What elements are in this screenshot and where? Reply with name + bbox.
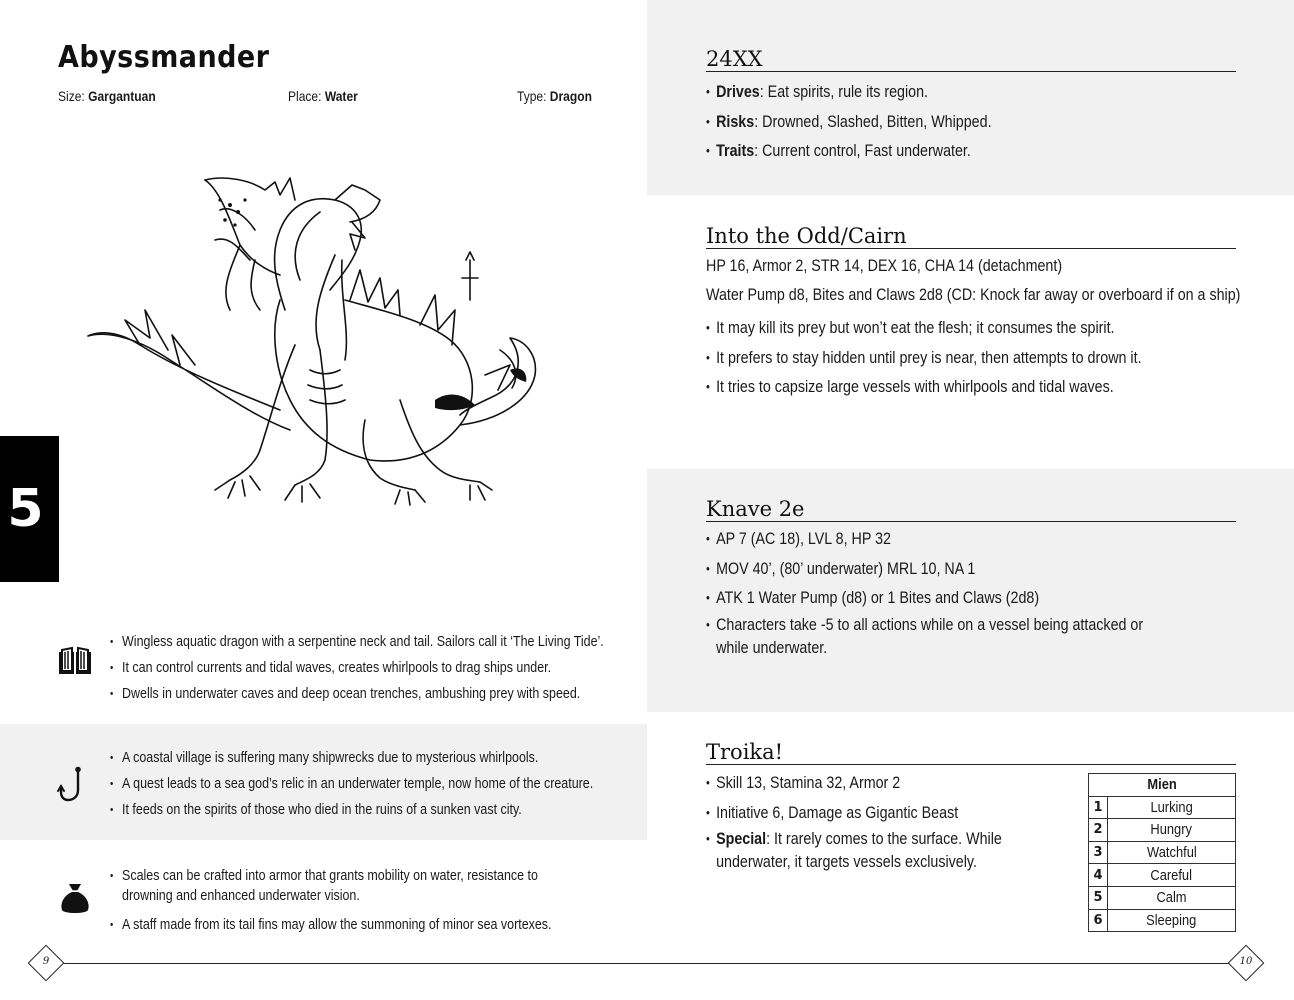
traits-text: : Current control, Fast underwater. [754,141,971,160]
section-heading-odd-cairn: Into the Odd/Cairn [706,224,1236,249]
hooks-list [110,745,672,823]
mien-number: 2 [1089,819,1108,842]
type-value: Dragon [549,88,592,104]
mien-number: 5 [1089,886,1108,909]
mien-number: 6 [1089,909,1108,932]
troika-item: • Initiative 6, Damage as Gigantic Beast [706,798,1080,828]
size-meta [58,88,156,104]
odd-stat-line: HP 16, Armor 2, STR 14, DEX 16, CHA 14 (detachment) [706,256,1063,275]
knave-item: • ATK 1 Water Pump (d8) or 1 Bites and Claws (2d8) [706,583,1160,613]
mien-value: Hungry [1108,819,1236,842]
mien-header: Mien [1089,774,1236,797]
table-row [1089,841,1236,864]
place-meta [288,88,358,104]
hook-item: • A quest leads to a sea god’s relic in an underwater temple, now home of the creature. [110,771,593,797]
odd-item: • It prefers to stay hidden until prey is near, then attempts to drown it. [706,343,1142,373]
table-row [1089,909,1236,932]
chapter-number: 5 [7,479,44,539]
mien-value: Sleeping [1108,909,1236,932]
monster-title: Abyssmander [58,40,270,75]
table-row [1089,796,1236,819]
24xx-item-traits [706,136,992,166]
section-heading-troika: Troika! [706,740,1236,765]
24xx-list [706,77,1046,166]
footer-rule [62,963,1230,964]
troika-item: • Skill 13, Stamina 32, Armor 2 [706,768,1080,798]
knave-item: • Characters take -5 to all actions while on a vessel being attacked or while underwater. [706,613,1160,666]
page-number-right: 10 [1239,956,1253,967]
loot-bag-icon [57,880,93,916]
odd-item: • It may kill its prey but won’t eat the flesh; it consumes the spirit. [706,313,1142,343]
mien-value: Careful [1108,864,1236,887]
mien-value: Lurking [1108,796,1236,819]
mien-value: Watchful [1108,841,1236,864]
odd-item: • It tries to capsize large vessels with whirlpools and tidal waves. [706,372,1142,402]
section-heading-knave: Knave 2e [706,497,1236,522]
risks-label: Risks [716,111,755,131]
treasure-item: • A staff made from its tail fins may allow the summoning of minor sea vortexes. [110,912,592,938]
special-label: Special [716,829,767,848]
mien-value: Calm [1108,886,1236,909]
type-label: Type: [517,88,550,104]
24xx-item-risks [706,107,992,137]
drives-label: Drives [716,82,760,101]
chapter-tab [0,436,59,582]
odd-list [706,313,1225,402]
mien-table [1088,773,1236,932]
type-meta [517,88,592,104]
lore-item: • Wingless aquatic dragon with a serpentine neck and tail. Sailors call it ‘The Living Tide’. [110,629,604,655]
risks-text: : Drowned, Slashed, Bitten, Whipped. [754,111,992,131]
dragon-illustration [80,160,560,550]
open-book-icon [57,644,93,680]
hook-item: • A coastal village is suffering many shipwrecks due to mysterious whirlpools. [110,745,593,771]
knave-item: • MOV 40’, (80’ underwater) MRL 10, NA 1 [706,554,1160,584]
traits-label: Traits [716,141,755,160]
mien-number: 4 [1089,864,1108,887]
odd-attack-line: Water Pump d8, Bites and Claws 2d8 (CD: Knock far away or overboard if on a ship) [706,285,1241,304]
mien-header-row [1089,774,1236,797]
24xx-item-drives [706,77,992,107]
mien-number: 3 [1089,841,1108,864]
fish-hook-icon [56,766,92,802]
troika-item-special [706,827,1080,880]
size-value: Gargantuan [88,88,156,104]
troika-list [706,768,1151,880]
size-label: Size: [58,88,89,104]
lore-item: • Dwells in underwater caves and deep ocean trenches, ambushing prey with speed. [110,681,604,707]
drives-text: : Eat spirits, rule its region. [759,82,929,101]
treasure-list [110,866,670,938]
table-row [1089,886,1236,909]
mien-number: 1 [1089,796,1108,819]
place-label: Place: [288,88,325,104]
hook-item: • It feeds on the spirits of those who died in the ruins of a sunken vast city. [110,797,593,823]
lore-list [110,629,684,707]
table-row [1089,864,1236,887]
page-number-left: 9 [42,956,50,967]
lore-item: • It can control currents and tidal waves, creates whirlpools to drag ships under. [110,655,604,681]
section-heading-24xx: 24XX [706,47,1236,72]
knave-list [706,524,1246,666]
treasure-item: • Scales can be crafted into armor that grants mobility on water, resistance to drowning and enhanced underwater vision. [110,866,592,912]
knave-item: • AP 7 (AC 18), LVL 8, HP 32 [706,524,1160,554]
table-row [1089,819,1236,842]
place-value: Water [324,88,358,104]
special-text: : It rarely comes to the surface. While underwater, it targets vessels exclusively. [716,829,1002,871]
